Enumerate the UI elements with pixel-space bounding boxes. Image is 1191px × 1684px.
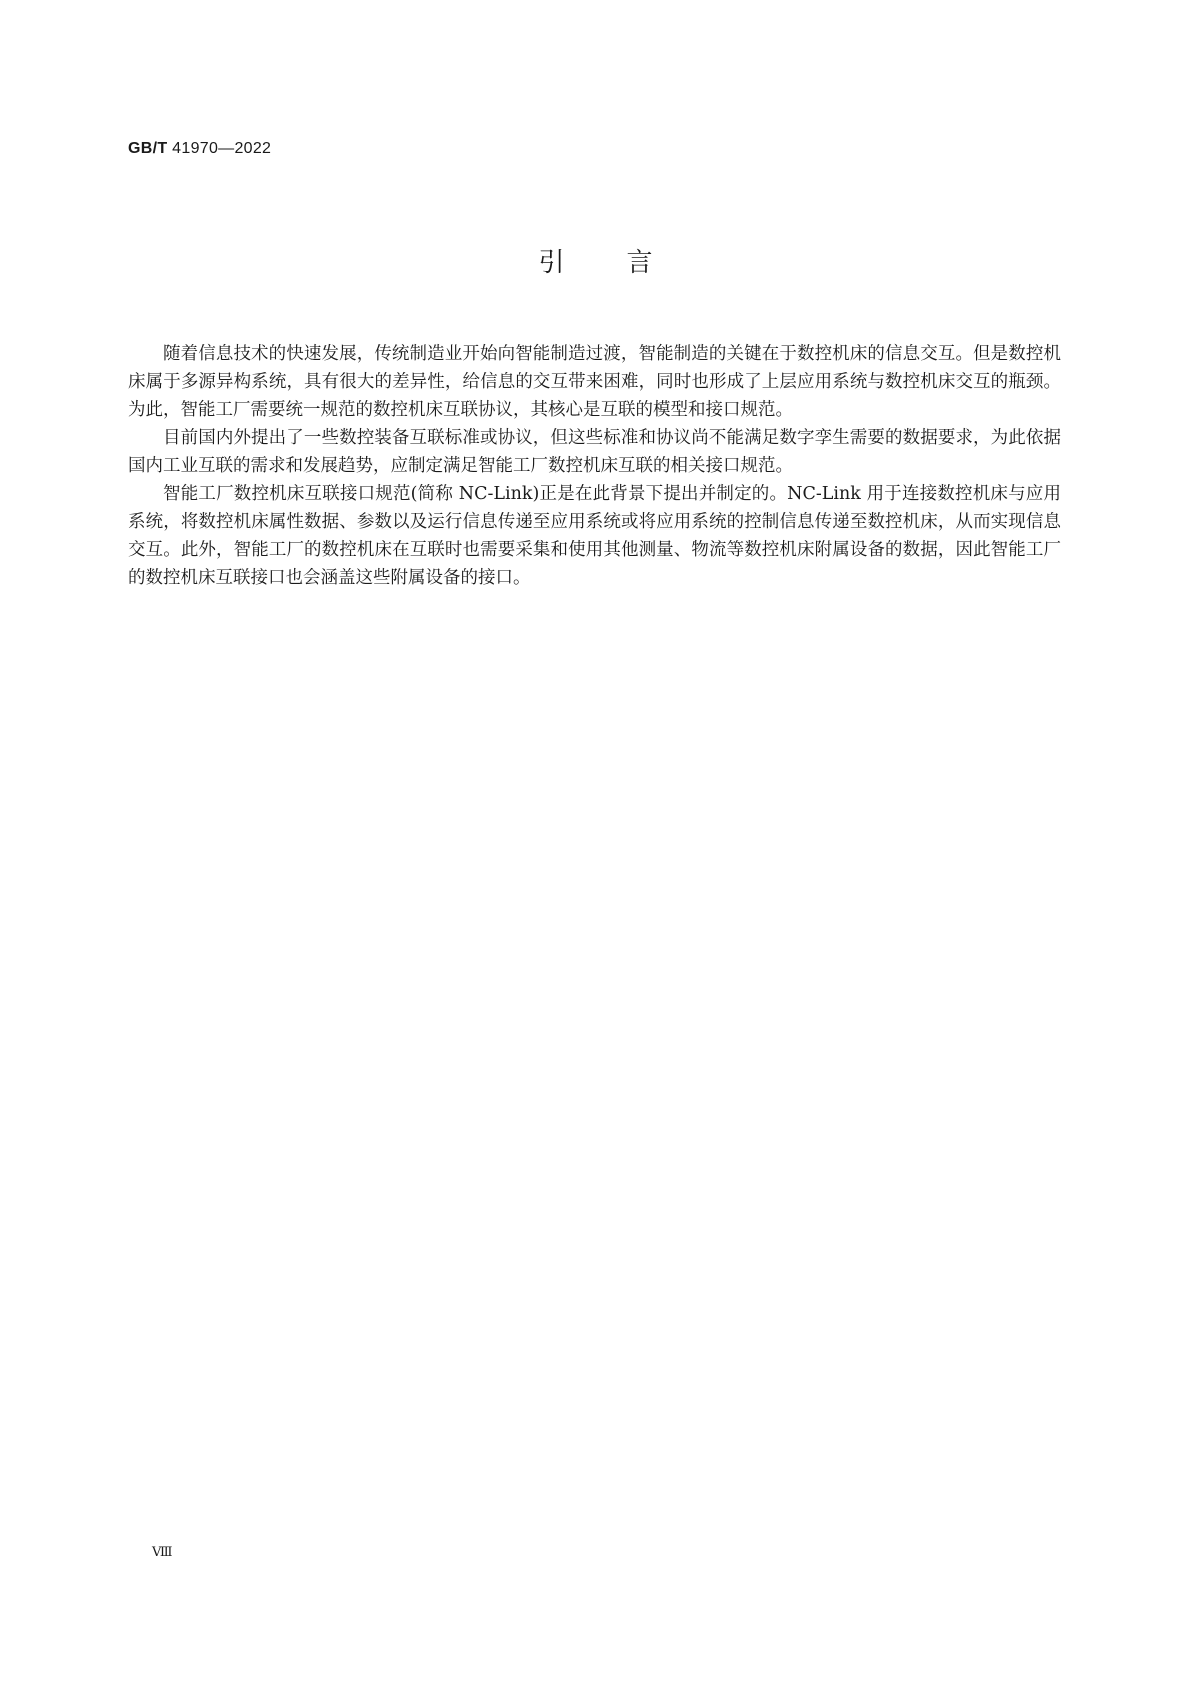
introduction-body	[128, 340, 1061, 592]
paragraph-1: 随着信息技术的快速发展，传统制造业开始向智能制造过渡，智能制造的关键在于数控机床的信息交互。但是数控机床属于多源异构系统，具有很大的差异性，给信息的交互带来困难，同时也形成了上层应用系统与数控机床交互的瓶颈。为此，智能工厂需要统一规范的数控机床互联协议，其核心是互联的模型和接口规范。	[128, 344, 1061, 420]
page-number: Ⅷ	[152, 1545, 172, 1560]
standard-code	[128, 140, 271, 158]
section-title: 引言	[538, 248, 715, 278]
paragraph-2: 目前国内外提出了一些数控装备互联标准或协议，但这些标准和协议尚不能满足数字孪生需要的数据要求，为此依据国内工业互联的需求和发展趋势，应制定满足智能工厂数控机床互联的相关接口规范。	[128, 428, 1061, 476]
paragraph-3: 智能工厂数控机床互联接口规范(简称 NC-Link)正是在此背景下提出并制定的。NC-Link 用于连接数控机床与应用系统，将数控机床属性数据、参数以及运行信息传递至应用系统或将应用系统的控制信息传递至数控机床，从而实现信息交互。此外，智能工厂的数控机床在互联时也需要采集和使用其他测量、物流等数控机床附属设备的数据，因此智能工厂的数控机床互联接口也会涵盖这些附属设备的接口。	[128, 484, 1061, 588]
standard-prefix: GB/T	[128, 140, 168, 157]
standard-number: 41970—2022	[172, 140, 272, 157]
